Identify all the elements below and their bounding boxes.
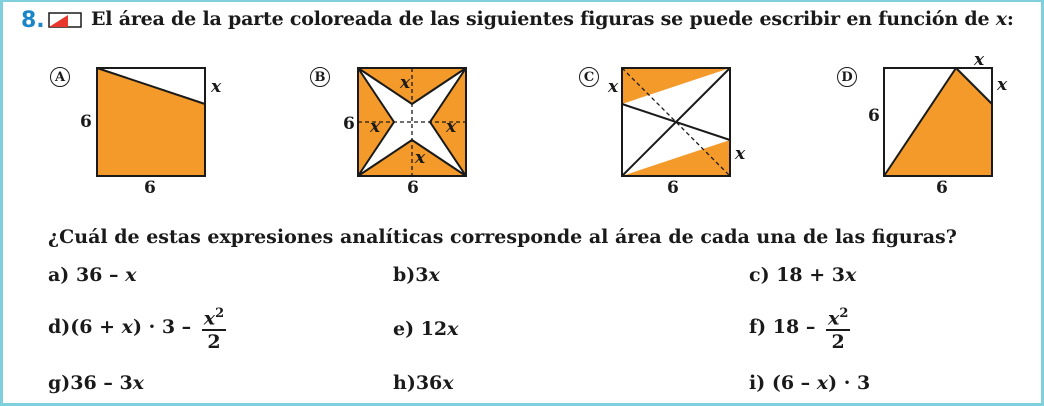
option-d-fraction: $\frac{x^2}{2}$: [202, 303, 226, 353]
problem-number: 8.: [21, 8, 45, 33]
figure-b-var-right: x: [446, 117, 457, 137]
figure-c: [575, 62, 765, 202]
question-text: ¿Cuál de estas expresiones analíticas corresponde al área de cada una de las figuras?: [48, 226, 957, 248]
figure-d-side-left: 6: [868, 106, 880, 126]
figure-b-side-bottom: 6: [407, 178, 419, 198]
difficulty-icon: [48, 12, 82, 28]
figure-c-var-left: x: [608, 77, 619, 97]
figure-c-label: C: [579, 67, 599, 87]
figure-d: [837, 50, 1027, 202]
option-g: g)36 – 3x: [48, 372, 144, 394]
figure-c-shaded-lower: [622, 140, 730, 176]
figure-b-var-left: x: [370, 117, 381, 137]
figure-b-side-left: 6: [343, 114, 355, 134]
option-d: d)(6 + x) · 3 – $\frac{x^2}{2}$: [48, 303, 226, 353]
figure-a-side-left: 6: [80, 112, 92, 132]
option-f: f) 18 – $\frac{x^2}{2}$: [749, 303, 850, 353]
figure-b-var-bottom: x: [415, 148, 426, 168]
figure-c-shaded-upper: [622, 68, 730, 104]
figure-a-side-bottom: 6: [144, 178, 156, 198]
option-a: a) 36 – x: [48, 264, 137, 286]
figure-c-side-bottom: 6: [667, 178, 679, 198]
statement-text: El área de la parte coloreada de las siguientes figuras se puede escribir en función de: [91, 8, 990, 30]
option-h: h)36x: [393, 372, 454, 394]
figure-b-label: B: [310, 67, 330, 87]
figure-d-label: D: [837, 67, 857, 87]
figure-b: [310, 62, 500, 202]
figure-c-var-right: x: [735, 144, 746, 164]
option-i: i) (6 – x) · 3: [749, 372, 871, 394]
option-c: c) 18 + 3x: [749, 264, 857, 286]
option-b: b)3x: [393, 264, 440, 286]
figure-d-side-bottom: 6: [936, 178, 948, 198]
figure-b-var-top: x: [400, 73, 411, 93]
figure-d-diagram: [837, 50, 1027, 202]
figure-a-var: x: [211, 77, 222, 97]
figure-d-var-top: x: [974, 50, 985, 70]
figure-d-shaded-region: [884, 68, 992, 176]
figure-a-shaded-region: [97, 68, 205, 176]
statement-variable: x: [995, 8, 1007, 30]
statement-colon: :: [1006, 8, 1014, 30]
problem-statement: [91, 8, 1014, 30]
figure-d-var-right: x: [997, 75, 1008, 95]
option-e: e) 12x: [393, 318, 459, 340]
figure-a-label: A: [50, 67, 70, 87]
figure-a: [50, 62, 240, 202]
option-f-fraction: $\frac{x^2}{2}$: [826, 303, 850, 353]
